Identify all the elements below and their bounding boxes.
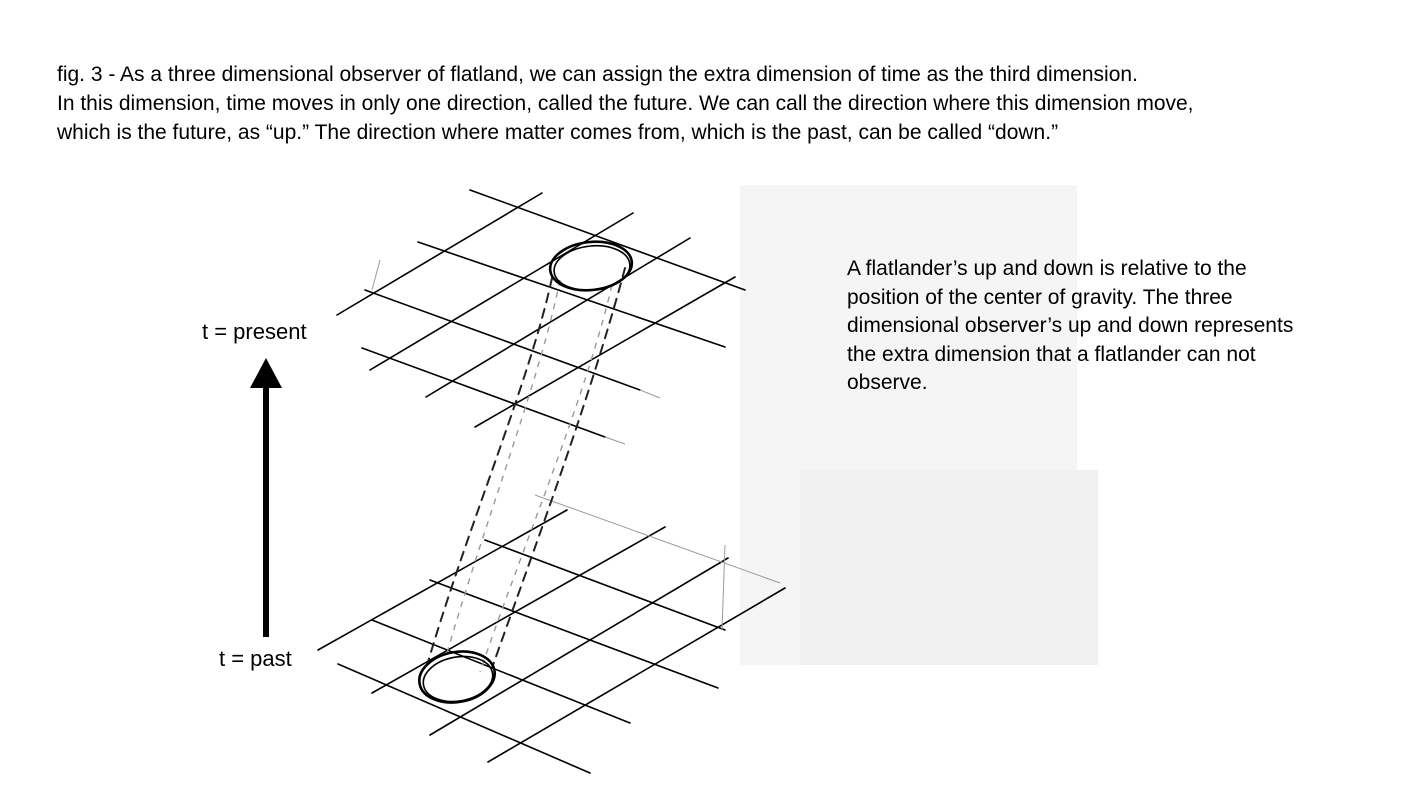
caption-line-1: fig. 3 - As a three dimensional observer of flatland, we can assign the extra dimension of time as the third dimension. [57,63,1138,86]
time-arrow-shaft [263,380,269,637]
present-object-circle [548,238,635,294]
paper-tint-lower [800,470,1098,665]
past-plane-grid [318,510,785,773]
past-object-circle [415,646,499,708]
side-note-line-3: dimensional observer’s up and down represents [847,314,1294,337]
world-tube-dashed-lines [428,268,625,668]
time-arrow-head [250,358,282,388]
present-plane-faint-lines [372,260,660,444]
time-present-label: t = present [202,319,307,344]
time-past-label: t = past [219,646,292,671]
time-arrow [250,358,282,637]
caption-line-3: which is the future, as “up.” The direction where matter comes from, which is the past, can be called “down.” [57,121,1059,144]
world-tube-faint-dashes [445,280,612,672]
side-note-line-4: the extra dimension that a flatlander can not [847,342,1256,366]
caption-line-2: In this dimension, time moves in only one direction, called the future. We can call the direction where this dimension move, [57,92,1194,115]
side-note-line-2: position of the center of gravity. The three [847,285,1233,309]
side-note-line-1: A flatlander’s up and down is relative to the [847,257,1247,280]
present-plane-grid [337,190,745,437]
side-note [847,255,1377,398]
side-note-line-5: observe. [847,371,928,394]
